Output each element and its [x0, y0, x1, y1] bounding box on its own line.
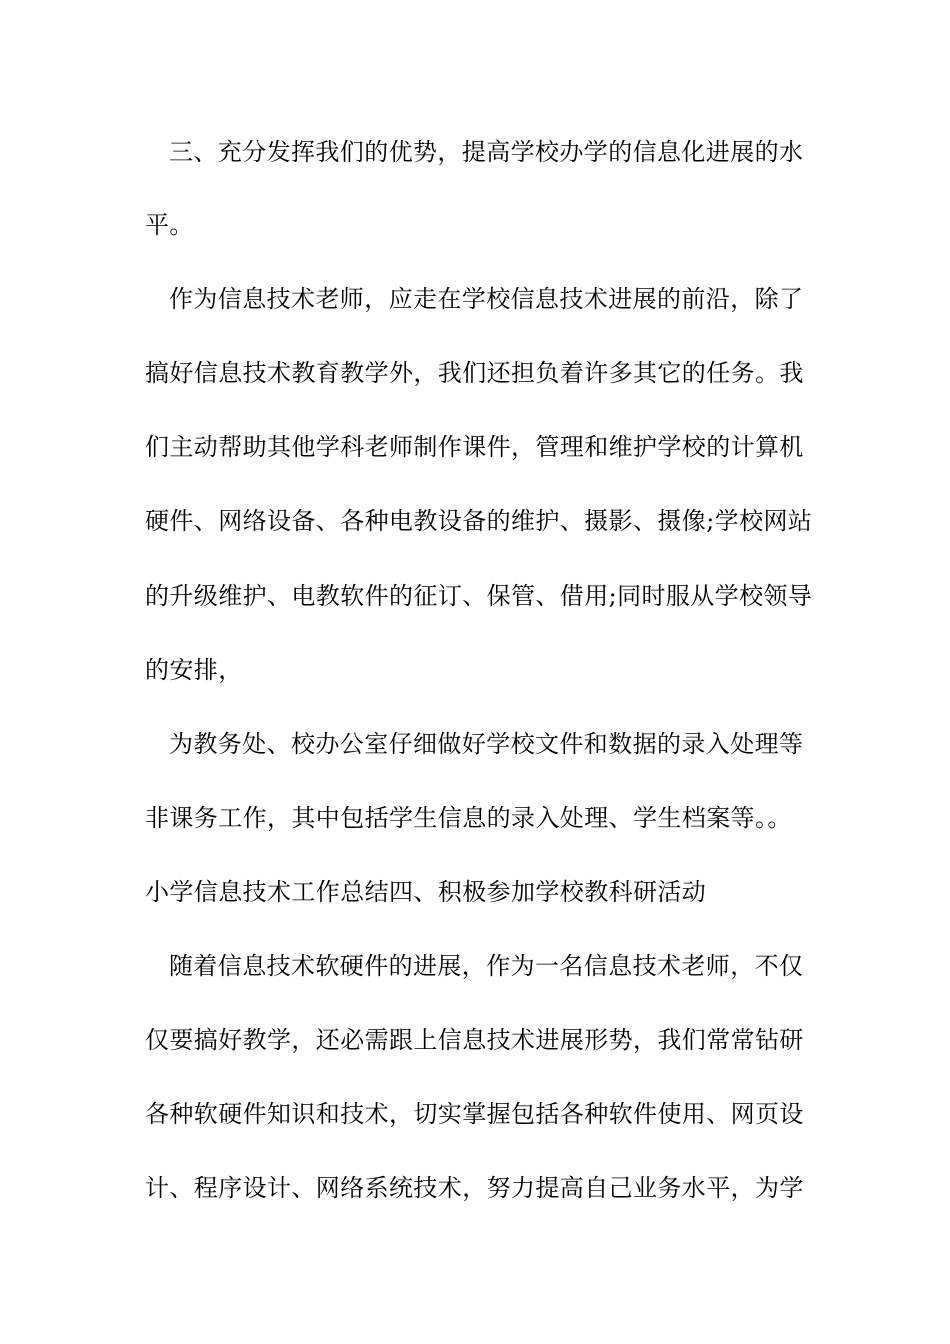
text-line: 搞好信息技术教育教学外，我们还担负着许多其它的任务。我 — [145, 359, 804, 387]
text-line: 硬件、网络设备、各种电教设备的维护、摄影、摄像;学校网站 — [145, 507, 813, 535]
text-line: 平。 — [145, 211, 194, 239]
text-line: 随着信息技术软硬件的进展，作为一名信息技术老师，不仅 — [169, 952, 804, 980]
text-line: 的安排， — [145, 656, 243, 684]
text-line: 仅要搞好教学，还必需跟上信息技术进展形势，我们常常钻研 — [145, 1026, 804, 1054]
section-heading: 小学信息技术工作总结四、积极参加学校教科研活动 — [145, 878, 707, 906]
text-line: 为教务处、校办公室仔细做好学校文件和数据的录入处理等 — [169, 730, 804, 758]
text-line: 三、充分发挥我们的优势，提高学校办学的信息化进展的水 — [169, 138, 804, 166]
text-line: 的升级维护、电教软件的征订、保管、借用;同时服从学校领导 — [145, 582, 813, 610]
text-line: 各种软硬件知识和技术，切实掌握包括各种软件使用、网页设 — [145, 1100, 804, 1128]
text-line: 非课务工作，其中包括学生信息的录入处理、学生档案等。。 — [145, 804, 792, 832]
text-line: 作为信息技术老师，应走在学校信息技术进展的前沿，除了 — [169, 285, 804, 313]
text-line: 们主动帮助其他学科老师制作课件，管理和维护学校的计算机 — [145, 433, 804, 461]
text-line: 计、程序设计、网络系统技术，努力提高自己业务水平，为学 — [145, 1174, 804, 1202]
